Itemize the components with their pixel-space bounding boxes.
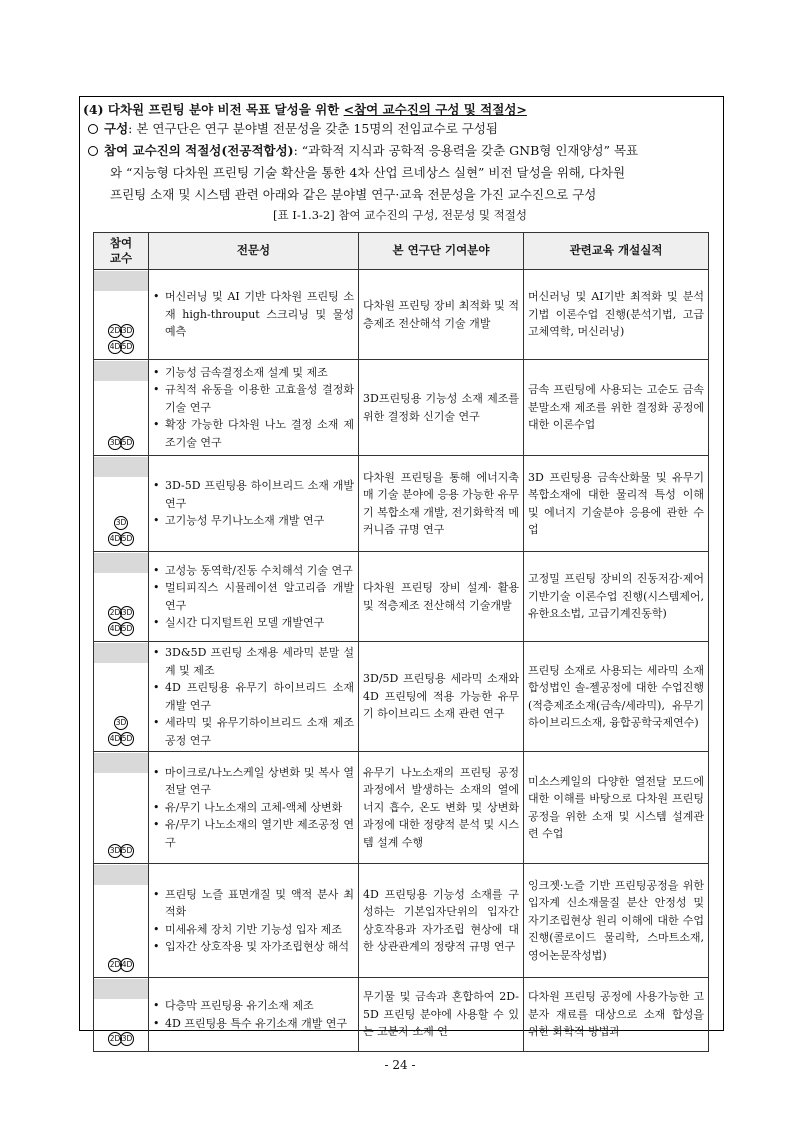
expertise-cell bbox=[149, 552, 359, 642]
dimension-code-badge: 4D bbox=[108, 622, 122, 636]
table-row bbox=[94, 642, 709, 752]
expertise-item: • 유/무기 나노소재의 열기반 제조공정 연구 bbox=[153, 816, 354, 851]
faculty-table bbox=[93, 232, 709, 1052]
section-title-underlined: <참여 교수진의 구성 및 적절성> bbox=[343, 102, 527, 117]
suitability-line3: 프린팅 소재 및 시스템 관련 아래와 같은 분야별 연구·교육 전문성을 가진 교수진으로 구성 bbox=[110, 187, 597, 202]
professor-photo-placeholder bbox=[94, 753, 148, 773]
table-header-row bbox=[94, 233, 709, 270]
professor-photo-placeholder bbox=[94, 457, 148, 477]
contribution-cell: 다차원 프린팅을 통해 에너지축매 기술 분야에 응용 가능한 유무기 복합소재 개발, 전기화학적 메커니즘 규명 연구 bbox=[359, 456, 524, 552]
expertise-item: • 마이크로/나노스케일 상변화 및 복사 열전달 연구 bbox=[153, 764, 354, 799]
dimension-code-badge: 5D bbox=[120, 844, 134, 858]
expertise-item: • 고성능 동역학/진동 수치해석 기술 연구 bbox=[153, 562, 354, 580]
dimension-code-badge: 4D bbox=[108, 732, 122, 746]
expertise-item: • 규칙적 유동을 이용한 고효율성 결정화 기술 연구 bbox=[153, 381, 354, 416]
expertise-item: • 다층막 프린팅용 유기소재 제조 bbox=[153, 997, 354, 1015]
dimension-code-badge: 3D bbox=[120, 606, 134, 620]
header-education: 관련교육 개설실적 bbox=[524, 233, 709, 270]
professor-cell bbox=[94, 864, 149, 978]
expertise-item: • 실시간 디지털트윈 모델 개발연구 bbox=[153, 614, 354, 632]
education-cell: 미소스케일의 다양한 열전달 모드에 대한 이해를 바탕으로 다차원 프린팅 공정을 위한 소재 및 시스템 설계관련 수업 bbox=[524, 752, 709, 864]
dimension-code-badge: 4D bbox=[120, 958, 134, 972]
professor-cell bbox=[94, 552, 149, 642]
contribution-cell: 3D/5D 프린팅용 세라믹 소재와 4D 프린팅에 적용 가능한 유무기 하이브리드 소재 관련 연구 bbox=[359, 642, 524, 752]
dimension-code-badge: 5D bbox=[120, 532, 134, 546]
dimension-codes bbox=[94, 711, 148, 751]
expertise-cell bbox=[149, 978, 359, 1052]
dimension-code-badge: 3D bbox=[108, 436, 122, 450]
composition-text: : 본 연구단은 연구 분야별 전문성을 갖춘 15명의 전임교수로 구성됨 bbox=[128, 121, 498, 136]
professor-photo-placeholder bbox=[94, 643, 148, 663]
contribution-cell: 다차원 프린팅 장비 최적화 및 적층제조 전산해석 기술 개발 bbox=[359, 270, 524, 360]
dimension-code-badge: 4D bbox=[108, 340, 122, 354]
dimension-codes bbox=[94, 319, 148, 359]
expertise-item: • 머신러닝 및 AI 기반 다차원 프린팅 소재 high-throuput 스크리닝 및 물성 예측 bbox=[153, 288, 354, 341]
professor-cell bbox=[94, 752, 149, 864]
professor-cell bbox=[94, 360, 149, 456]
contribution-cell: 3D프린팅용 기능성 소재 제조를 위한 결정화 신기술 연구 bbox=[359, 360, 524, 456]
dimension-code-badge: 3D bbox=[114, 716, 128, 730]
professor-cell bbox=[94, 270, 149, 360]
contribution-cell: 무기물 및 금속과 혼합하여 2D-5D 프린팅 분야에 사용할 수 있는 고분자 소재 연 bbox=[359, 978, 524, 1052]
table-row bbox=[94, 360, 709, 456]
professor-photo-placeholder bbox=[94, 979, 148, 999]
dimension-code-badge: 2D bbox=[108, 958, 122, 972]
page-number: - 24 - bbox=[384, 1058, 416, 1072]
expertise-cell bbox=[149, 270, 359, 360]
paragraph-composition bbox=[88, 118, 718, 140]
dimension-code-badge: 5D bbox=[120, 436, 134, 450]
dimension-code-badge: 2D bbox=[108, 324, 122, 338]
expertise-item: • 3D-5D 프린팅용 하이브리드 소재 개발 연구 bbox=[153, 477, 354, 512]
expertise-cell bbox=[149, 642, 359, 752]
expertise-cell bbox=[149, 456, 359, 552]
table-row bbox=[94, 978, 709, 1052]
education-cell: 3D 프린팅용 금속산화물 및 유무기 복합소재에 대한 물리적 특성 이해 및 에너지 기술분야 응용에 관한 수업 bbox=[524, 456, 709, 552]
dimension-codes bbox=[94, 953, 148, 977]
expertise-item: • 4D 프린팅용 유무기 하이브리드 소재 개발 연구 bbox=[153, 679, 354, 714]
professor-cell bbox=[94, 978, 149, 1052]
dimension-code-badge: 4D bbox=[108, 532, 122, 546]
dimension-code-badge: 5D bbox=[120, 340, 134, 354]
dimension-code-badge: 3D bbox=[120, 1032, 134, 1046]
contribution-cell: 다차원 프린팅 장비 설계· 활용 및 적층제조 전산해석 기술개발 bbox=[359, 552, 524, 642]
suitability-line1: : “과학적 지식과 공학적 응용력을 갖춘 GNB형 인재양성” 목표 bbox=[293, 143, 639, 158]
expertise-item: • 멀티피직스 시뮬레이션 알고리즘 개발 연구 bbox=[153, 579, 354, 614]
expertise-item: • 유/무기 나노소재의 고체-액체 상변화 bbox=[153, 799, 354, 817]
table-row bbox=[94, 864, 709, 978]
expertise-item: • 세라믹 및 유무기하이브리드 소재 제조공정 연구 bbox=[153, 714, 354, 749]
section-title-prefix: (4) 다차원 프린팅 분야 비전 목표 달성을 위한 bbox=[83, 102, 344, 117]
section-title bbox=[83, 100, 527, 118]
dimension-codes bbox=[94, 839, 148, 863]
suitability-line2: 와 “지능형 다차원 프린팅 기술 확산을 통한 4차 산업 르네상스 실현” 비전 달성을 위해, 다차원 bbox=[110, 165, 626, 180]
dimension-code-badge: 5D bbox=[120, 622, 134, 636]
expertise-item: • 입자간 상호작용 및 자가조립현상 해석 bbox=[153, 938, 354, 956]
dimension-codes bbox=[94, 511, 148, 551]
professor-cell bbox=[94, 456, 149, 552]
table-row bbox=[94, 752, 709, 864]
expertise-cell bbox=[149, 360, 359, 456]
professor-photo-placeholder bbox=[94, 865, 148, 885]
education-cell: 프린팅 소재로 사용되는 세라믹 소재 합성법인 솔-젤공정에 대한 수업진행(적층제조소재(금속/세라믹), 유무기하이브리드소재, 융합공학국제연수) bbox=[524, 642, 709, 752]
expertise-cell bbox=[149, 864, 359, 978]
header-expertise: 전문성 bbox=[149, 233, 359, 270]
dimension-code-badge: 2D bbox=[108, 1032, 122, 1046]
professor-photo-placeholder bbox=[94, 553, 148, 573]
header-contribution: 본 연구단 기여분야 bbox=[359, 233, 524, 270]
expertise-item: • 기능성 금속결정소재 설계 및 제조 bbox=[153, 364, 354, 382]
contribution-cell: 유무기 나노소재의 프린팅 공정과정에서 발생하는 소재의 열에너지 흡수, 온도 변화 및 상변화 과정에 대한 정량적 분석 및 시스템 설계 수행 bbox=[359, 752, 524, 864]
dimension-codes bbox=[94, 1027, 148, 1051]
table-row bbox=[94, 552, 709, 642]
professor-photo-placeholder bbox=[94, 271, 148, 291]
education-cell: 고정밀 프린팅 장비의 진동저감·제어 기반기술 이론수업 진행(시스템제어, 유한요소법, 고급기계진동학) bbox=[524, 552, 709, 642]
circle-bullet-icon bbox=[88, 124, 98, 134]
education-cell: 금속 프린팅에 사용되는 고순도 금속분말소재 제조를 위한 결정화 공정에 대한 이론수업 bbox=[524, 360, 709, 456]
dimension-codes bbox=[94, 431, 148, 455]
education-cell: 다차원 프린팅 공정에 사용가능한 고분자 재료를 대상으로 소재 합성을 위한 화학적 방법과 bbox=[524, 978, 709, 1052]
dimension-codes bbox=[94, 601, 148, 641]
professor-photo-placeholder bbox=[94, 361, 148, 381]
professor-cell bbox=[94, 642, 149, 752]
expertise-item: • 고기능성 무기나노소재 개발 연구 bbox=[153, 512, 354, 530]
dimension-code-badge: 3D bbox=[108, 844, 122, 858]
expertise-item: • 4D 프린팅용 특수 유기소재 개발 연구 bbox=[153, 1015, 354, 1033]
expertise-item: • 확장 가능한 다차원 나노 결정 소재 제조기술 연구 bbox=[153, 416, 354, 451]
circle-bullet-icon bbox=[88, 146, 98, 156]
dimension-code-badge: 2D bbox=[108, 606, 122, 620]
dimension-code-badge: 3D bbox=[120, 324, 134, 338]
header-professor: 참여 교수 bbox=[94, 233, 149, 270]
composition-label: 구성 bbox=[104, 121, 129, 136]
contribution-cell: 4D 프린팅용 기능성 소재를 구성하는 기본입자단위의 입자간 상호작용과 자가조립 현상에 대한 상관관계의 정량적 규명 연구 bbox=[359, 864, 524, 978]
table-caption: [표 I-1.3-2] 참여 교수진의 구성, 전문성 및 적절성 bbox=[273, 208, 527, 222]
dimension-code-badge: 5D bbox=[120, 732, 134, 746]
expertise-cell bbox=[149, 752, 359, 864]
paragraph-suitability bbox=[88, 140, 718, 206]
dimension-code-badge: 3D bbox=[114, 516, 128, 530]
expertise-item: • 미세유체 장치 기반 기능성 입자 제조 bbox=[153, 921, 354, 939]
table-row bbox=[94, 270, 709, 360]
suitability-label: 참여 교수진의 적절성(전공적합성) bbox=[104, 143, 294, 158]
education-cell: 머신러닝 및 AI기반 최적화 및 분석기법 이론수업 진행(분석기법, 고급고체역학, 머신러닝) bbox=[524, 270, 709, 360]
expertise-item: • 프린팅 노즐 표면개질 및 액적 분사 최적화 bbox=[153, 886, 354, 921]
expertise-item: • 3D&5D 프린팅 소재용 세라믹 분말 설계 및 제조 bbox=[153, 644, 354, 679]
education-cell: 잉크젯·노즐 기반 프린팅공정을 위한 입자계 신소재물질 분산 안정성 및 자기조립현상 원리 이해에 대한 수업진행(콜로이드 물리학, 스마트소재, 영어논문작성법) bbox=[524, 864, 709, 978]
table-row bbox=[94, 456, 709, 552]
